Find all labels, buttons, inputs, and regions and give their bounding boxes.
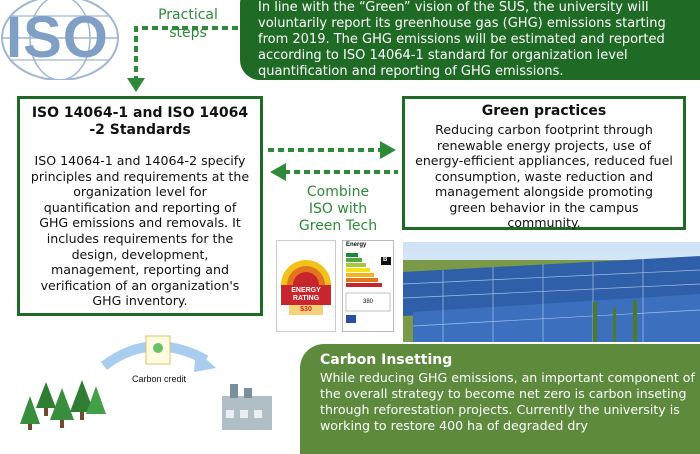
carbon-credit-arrow-head [194, 350, 216, 372]
eu-label-title: Energy [346, 242, 367, 248]
iso-standards-box [17, 96, 263, 316]
practical-steps-line2: steps [169, 25, 207, 41]
arrow-head-right [380, 141, 396, 159]
solar-panel-illustration [403, 242, 700, 342]
practical-steps-line1: Practical [158, 7, 218, 23]
arrow-head-left [270, 163, 286, 181]
combine-line3: Green Tech [298, 218, 378, 234]
energy-rating-text [277, 287, 335, 303]
leaf-seal-icon [153, 343, 163, 353]
eu-label-class: B [383, 257, 388, 263]
factory-icon [222, 384, 272, 430]
combine-label [286, 184, 390, 235]
green-practices-body: Reducing carbon footprint through renewable energy projects, use of energy-efficient appliances, reduced fuel consumption, waste reduction and management alongside promoting green behavior in the campus community. [415, 122, 673, 230]
energy-rating-label [276, 240, 336, 332]
arrow-banner-to-iso [136, 28, 238, 80]
arrow-head-down [127, 78, 145, 92]
energy-rating-line1: ENERGY [291, 287, 321, 294]
carbon-insetting-box [300, 344, 700, 454]
iso-standards-title: ISO 14064-1 and ISO 14064 -2 Standards [31, 105, 249, 138]
carbon-insetting-body: While reducing GHG emissions, an important component of the overall strategy to become net zero is carbon inseting through reforestation projects. Currently the university is working to restore 400 ha of degraded dry [320, 370, 695, 433]
solar-panels-photo [403, 242, 700, 342]
iso-standards-body: ISO 14064-1 and 14064-2 specify principles and requirements at the organization level for quantification and reporting of GHG emissions and removals. It includes requirements for the design, development, management, reporting and verification of an organization's GHG inventory. [30, 153, 250, 309]
energy-star-icon [277, 241, 335, 331]
combine-line1: Combine [306, 184, 370, 200]
eu-label-kwh: 380 [363, 299, 374, 305]
top-banner-text: In line with the “Green” vision of the SUS, the university will voluntarily report its greenhouse gas (GHG) emissions starting from 2019. The GHG emissions will be estimated and reported according to ISO 14064-1 standard for organization level quantification and reporting of GHG emissions. [258, 0, 666, 79]
energy-rating-value: $30 [300, 306, 312, 313]
green-practices-title: Green practices [481, 103, 607, 119]
carbon-credit-label: Carbon credit [132, 374, 187, 384]
energy-bars-icon [343, 241, 393, 331]
green-practices-box [402, 96, 686, 230]
eu-energy-label [342, 240, 394, 332]
carbon-insetting-title: Carbon Insetting [320, 352, 453, 368]
trees-icon [20, 380, 106, 430]
iso-logo-text: ISO [6, 5, 109, 70]
energy-rating-line2: RATING [292, 295, 320, 302]
combine-line2: ISO with [308, 201, 368, 217]
